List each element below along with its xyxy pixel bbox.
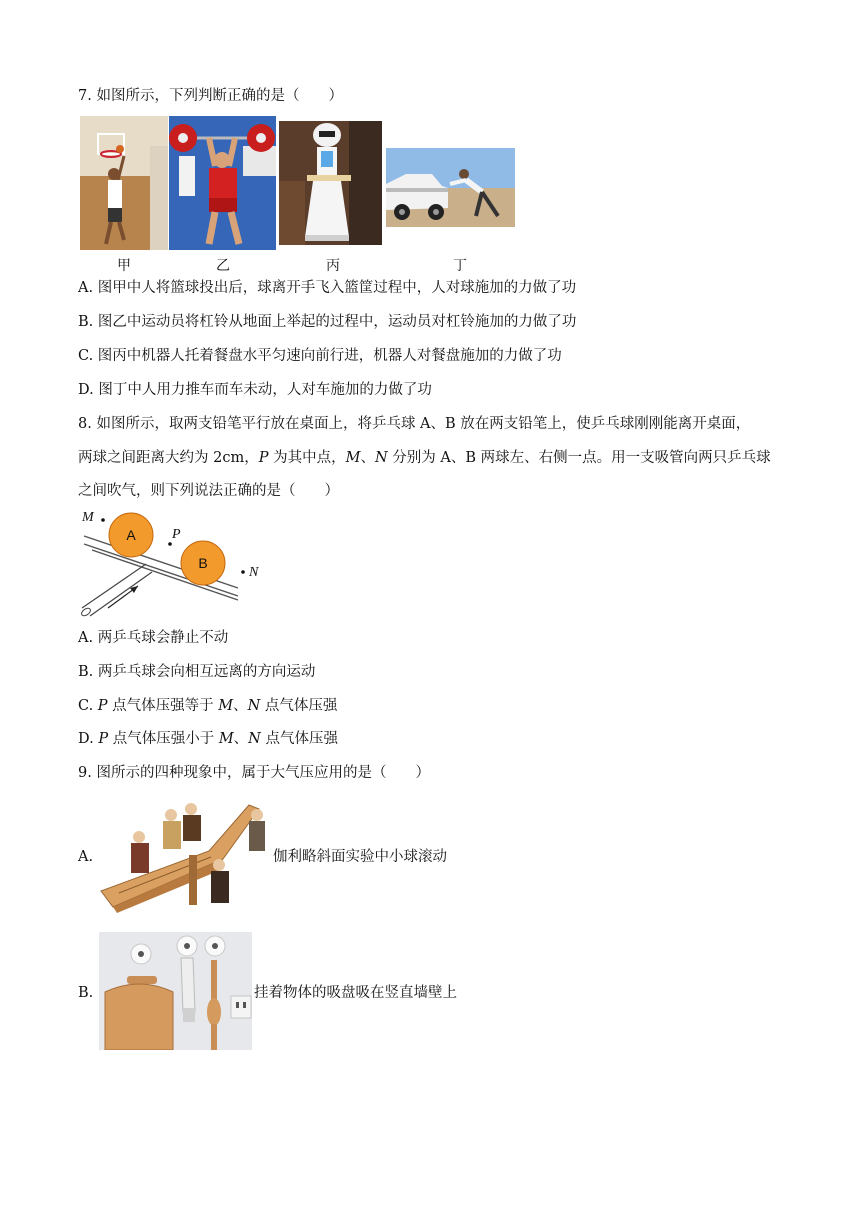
q7-option-a: A. 图甲中人将篮球投出后，球离开手飞入篮筐过程中，人对球施加的力做了功 xyxy=(78,280,577,296)
caption-jia: 甲 xyxy=(117,258,131,274)
q8-option-a: A. 两乒乓球会静止不动 xyxy=(78,630,229,646)
point-p-label: P xyxy=(172,527,181,542)
caption-bing: 丙 xyxy=(326,258,340,274)
q9-option-b-label: B. xyxy=(78,985,94,1001)
point-m-label: M xyxy=(82,510,94,525)
galileo-incline-illustration xyxy=(99,795,271,915)
ping-pong-diagram xyxy=(78,506,268,618)
q7-option-c: C. 图丙中机器人托着餐盘水平匀速向前行进，机器人对餐盘施加的力做了功 xyxy=(78,348,562,364)
q7-option-d: D. 图丁中人用力推车而车未动，人对车施加的力做了功 xyxy=(78,382,432,398)
q7-option-b: B. 图乙中运动员将杠铃从地面上举起的过程中，运动员对杠铃施加的力做了功 xyxy=(78,314,577,330)
q8-option-c: C. P 点气体压强等于 M、N 点气体压强 xyxy=(78,698,338,714)
q8-line2: 两球之间距离大约为 2cm，P 为其中点，M、N 分别为 A、B 两球左、右侧一点。用一支吸管向两只乒乓球 xyxy=(78,450,771,466)
pushing-car-photo xyxy=(386,148,515,227)
robot-photo xyxy=(279,121,382,245)
q8-option-b: B. 两乒乓球会向相互远离的方向运动 xyxy=(78,664,316,680)
q8-line3: 之间吹气，则下列说法正确的是（ ） xyxy=(78,483,339,499)
q7-stem: 7. 如图所示，下列判断正确的是（ ） xyxy=(78,88,343,104)
caption-yi: 乙 xyxy=(216,258,230,274)
ball-b-label: B xyxy=(198,555,208,571)
q8-line1: 8. 如图所示，取两支铅笔平行放在桌面上，将乒乓球 A、B 放在两支铅笔上，使乒乓球刚刚能离开桌面， xyxy=(78,416,751,432)
caption-ding: 丁 xyxy=(453,258,467,274)
suction-cup-photo xyxy=(99,932,252,1050)
q9-option-b-text: 挂着物体的吸盘吸在竖直墙壁上 xyxy=(254,985,457,1001)
ball-a-label: A xyxy=(126,527,136,543)
point-n-label: N xyxy=(249,565,259,580)
q9-option-a-text: 伽利略斜面实验中小球滚动 xyxy=(273,849,447,865)
q8-option-d: D. P 点气体压强小于 M、N 点气体压强 xyxy=(78,731,338,747)
q9-stem: 9. 图所示的四种现象中，属于大气压应用的是（ ） xyxy=(78,765,430,781)
weightlifter-photo xyxy=(169,116,276,250)
q9-option-a-label: A. xyxy=(78,849,94,865)
basketball-photo xyxy=(80,116,168,250)
